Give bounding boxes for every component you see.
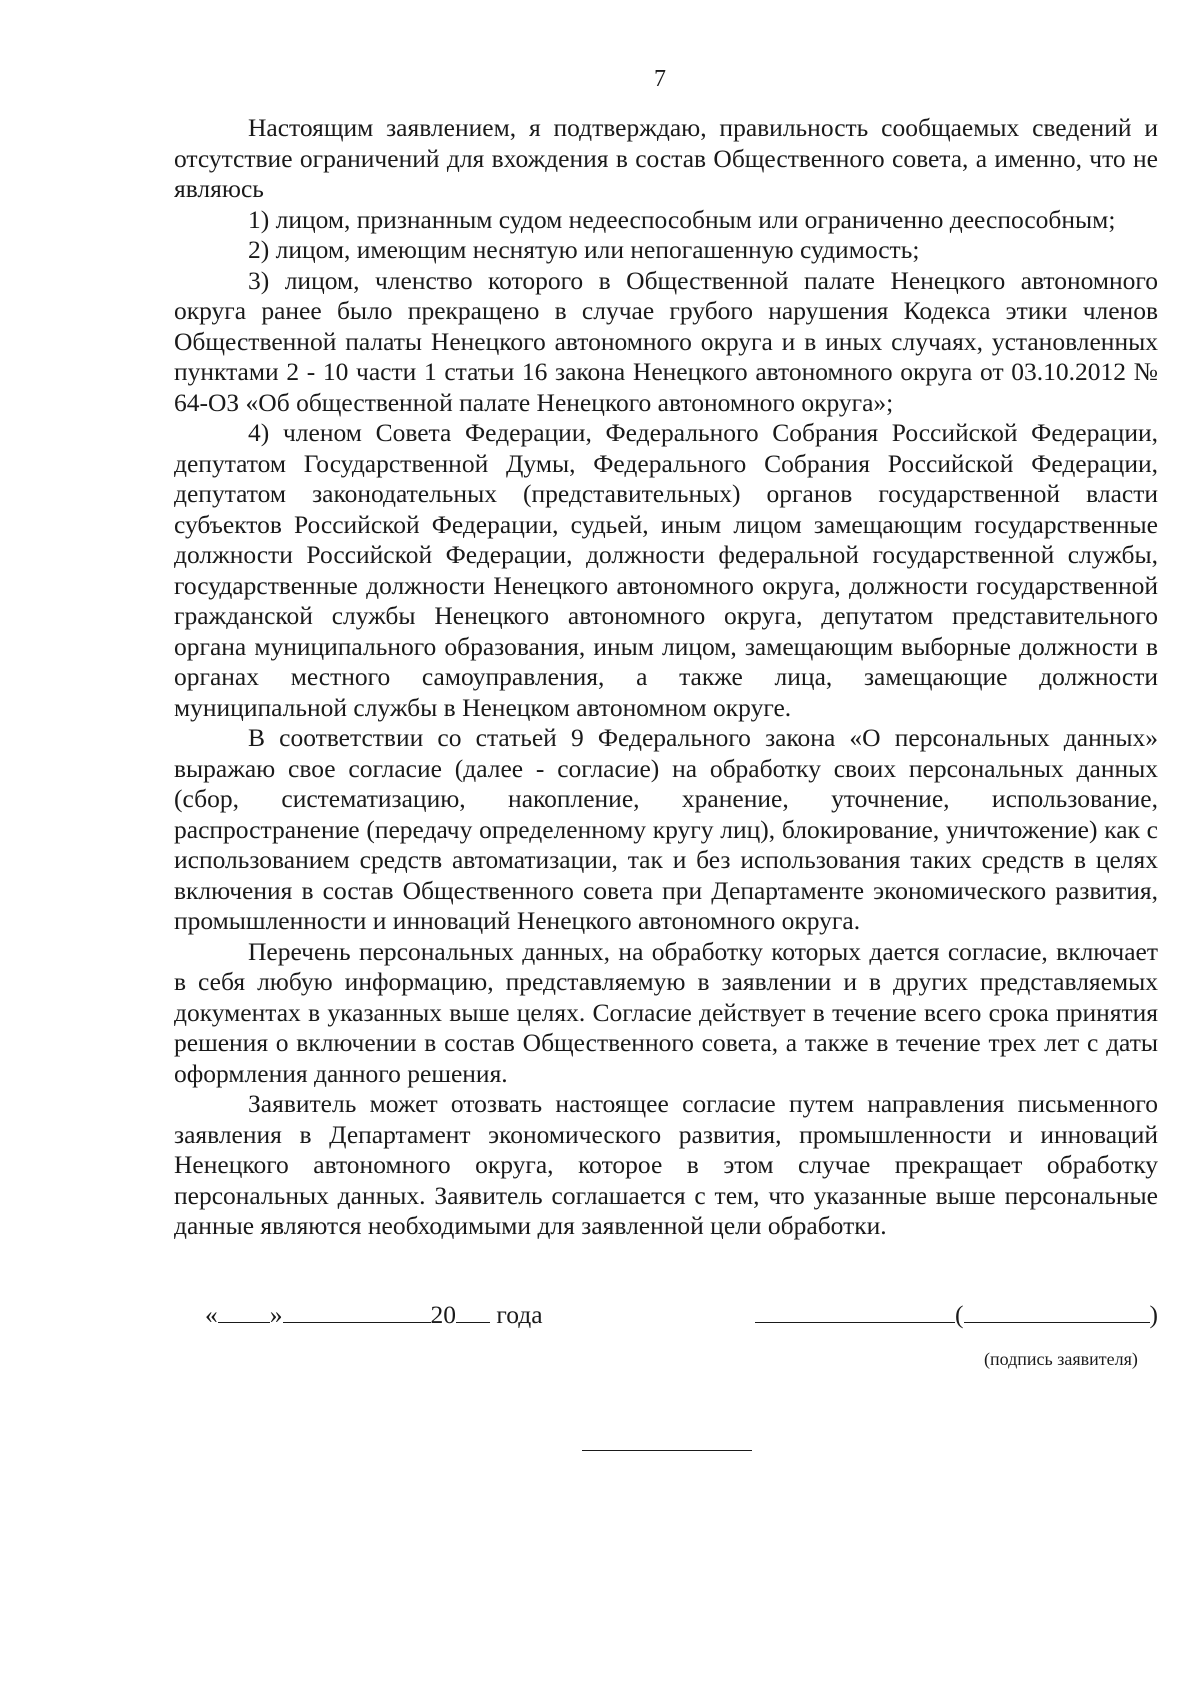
paragraph-item-3: 3) лицом, членство которого в Общественной палате Ненецкого автономного округа ранее было прекращено в случае грубого нарушения Кодекса этики членов Общественной палаты Ненецкого автономного округа и в иных случаях, установленных пунктами 2 - 10 части 1 статьи 16 закона Ненецкого автономного округа от 03.10.2012 № 64-ОЗ «Об общественной палате Ненецкого автономного округа»; <box>174 265 1158 417</box>
year-blank[interactable] <box>456 1296 490 1323</box>
paragraph-item-4: 4) членом Совета Федерации, Федерального Собрания Российской Федерации, депутатом Государственной Думы, Федерального Собрания Российской Федерации, депутатом законодательных (представительных) органов государственной власти субъектов Российской Федерации, судьей, иным лицом замещающим государственные должности Российской Федерации, должности федеральной государственной службы, государственные должности Ненецкого автономного округа, должности государственной гражданской службы Ненецкого автономного округа, депутатом представительного органа муниципального образования, иным лицом, замещающим выборные должности в органах местного самоуправления, а также лица, замещающие должности муниципальной службы в Ненецком автономном округе. <box>174 418 1158 722</box>
open-quote: « <box>205 1300 218 1329</box>
paragraph-data-list: Перечень персональных данных, на обработку которых дается согласие, включает в себя любую информацию, представляемую в заявлении и в других представляемых документах в указанных выше целях. Согласие действует в течение всего срока принятия решения о включении в состав Общественного совета, а также в течение трех лет с даты оформления данного решения. <box>174 936 1158 1088</box>
paragraph-intro: Настоящим заявлением, я подтверждаю, правильность сообщаемых сведений и отсутствие ограничений для вхождения в состав Общественного совета, а именно, что не являюсь <box>174 113 1158 203</box>
month-blank[interactable] <box>283 1296 431 1323</box>
paragraph-withdrawal: Заявитель может отозвать настоящее согласие путем направления письменного заявления в Департамент экономического развития, промышленности и инноваций Ненецкого автономного округа, которое в этом случае прекращает обработку персональных данных. Заявитель соглашается с тем, что указанные выше персональные данные являются необходимыми для заявленной цели обработки. <box>174 1089 1158 1240</box>
paragraph-item-2: 2) лицом, имеющим неснятую или непогашенную судимость; <box>248 235 920 264</box>
signature-row <box>0 1296 1200 1336</box>
close-paren: ) <box>1149 1300 1158 1329</box>
signature-caption: (подпись заявителя) <box>984 1349 1138 1369</box>
paragraph-item-1: 1) лицом, признанным судом недееспособным или ограниченно дееспособным; <box>248 204 1116 234</box>
open-paren: ( <box>955 1300 964 1329</box>
day-blank[interactable] <box>218 1296 270 1323</box>
year-word: года <box>496 1300 543 1329</box>
document-body <box>174 113 1158 1242</box>
paragraph-consent: В соответствии со статьей 9 Федерального закона «О персональных данных» выражаю свое согласие (далее - согласие) на обработку своих персональных данных (сбор, систематизацию, накопление, хранение, уточнение, использование, распространение (передачу определенному кругу лиц), блокирование, уничтожение) как с использованием средств автоматизации, так и без использования таких средств в целях включения в состав Общественного совета при Департаменте экономического развития, промышленности и инноваций Ненецкого автономного округа. <box>174 723 1158 935</box>
signature-blank[interactable] <box>755 1296 955 1323</box>
end-divider <box>582 1450 752 1451</box>
page-number: 7 <box>654 66 666 92</box>
century-prefix: 20 <box>430 1300 456 1329</box>
name-blank[interactable] <box>964 1296 1150 1323</box>
close-quote: » <box>269 1300 283 1329</box>
signature-line <box>755 1296 1158 1330</box>
date-line <box>205 1296 543 1330</box>
